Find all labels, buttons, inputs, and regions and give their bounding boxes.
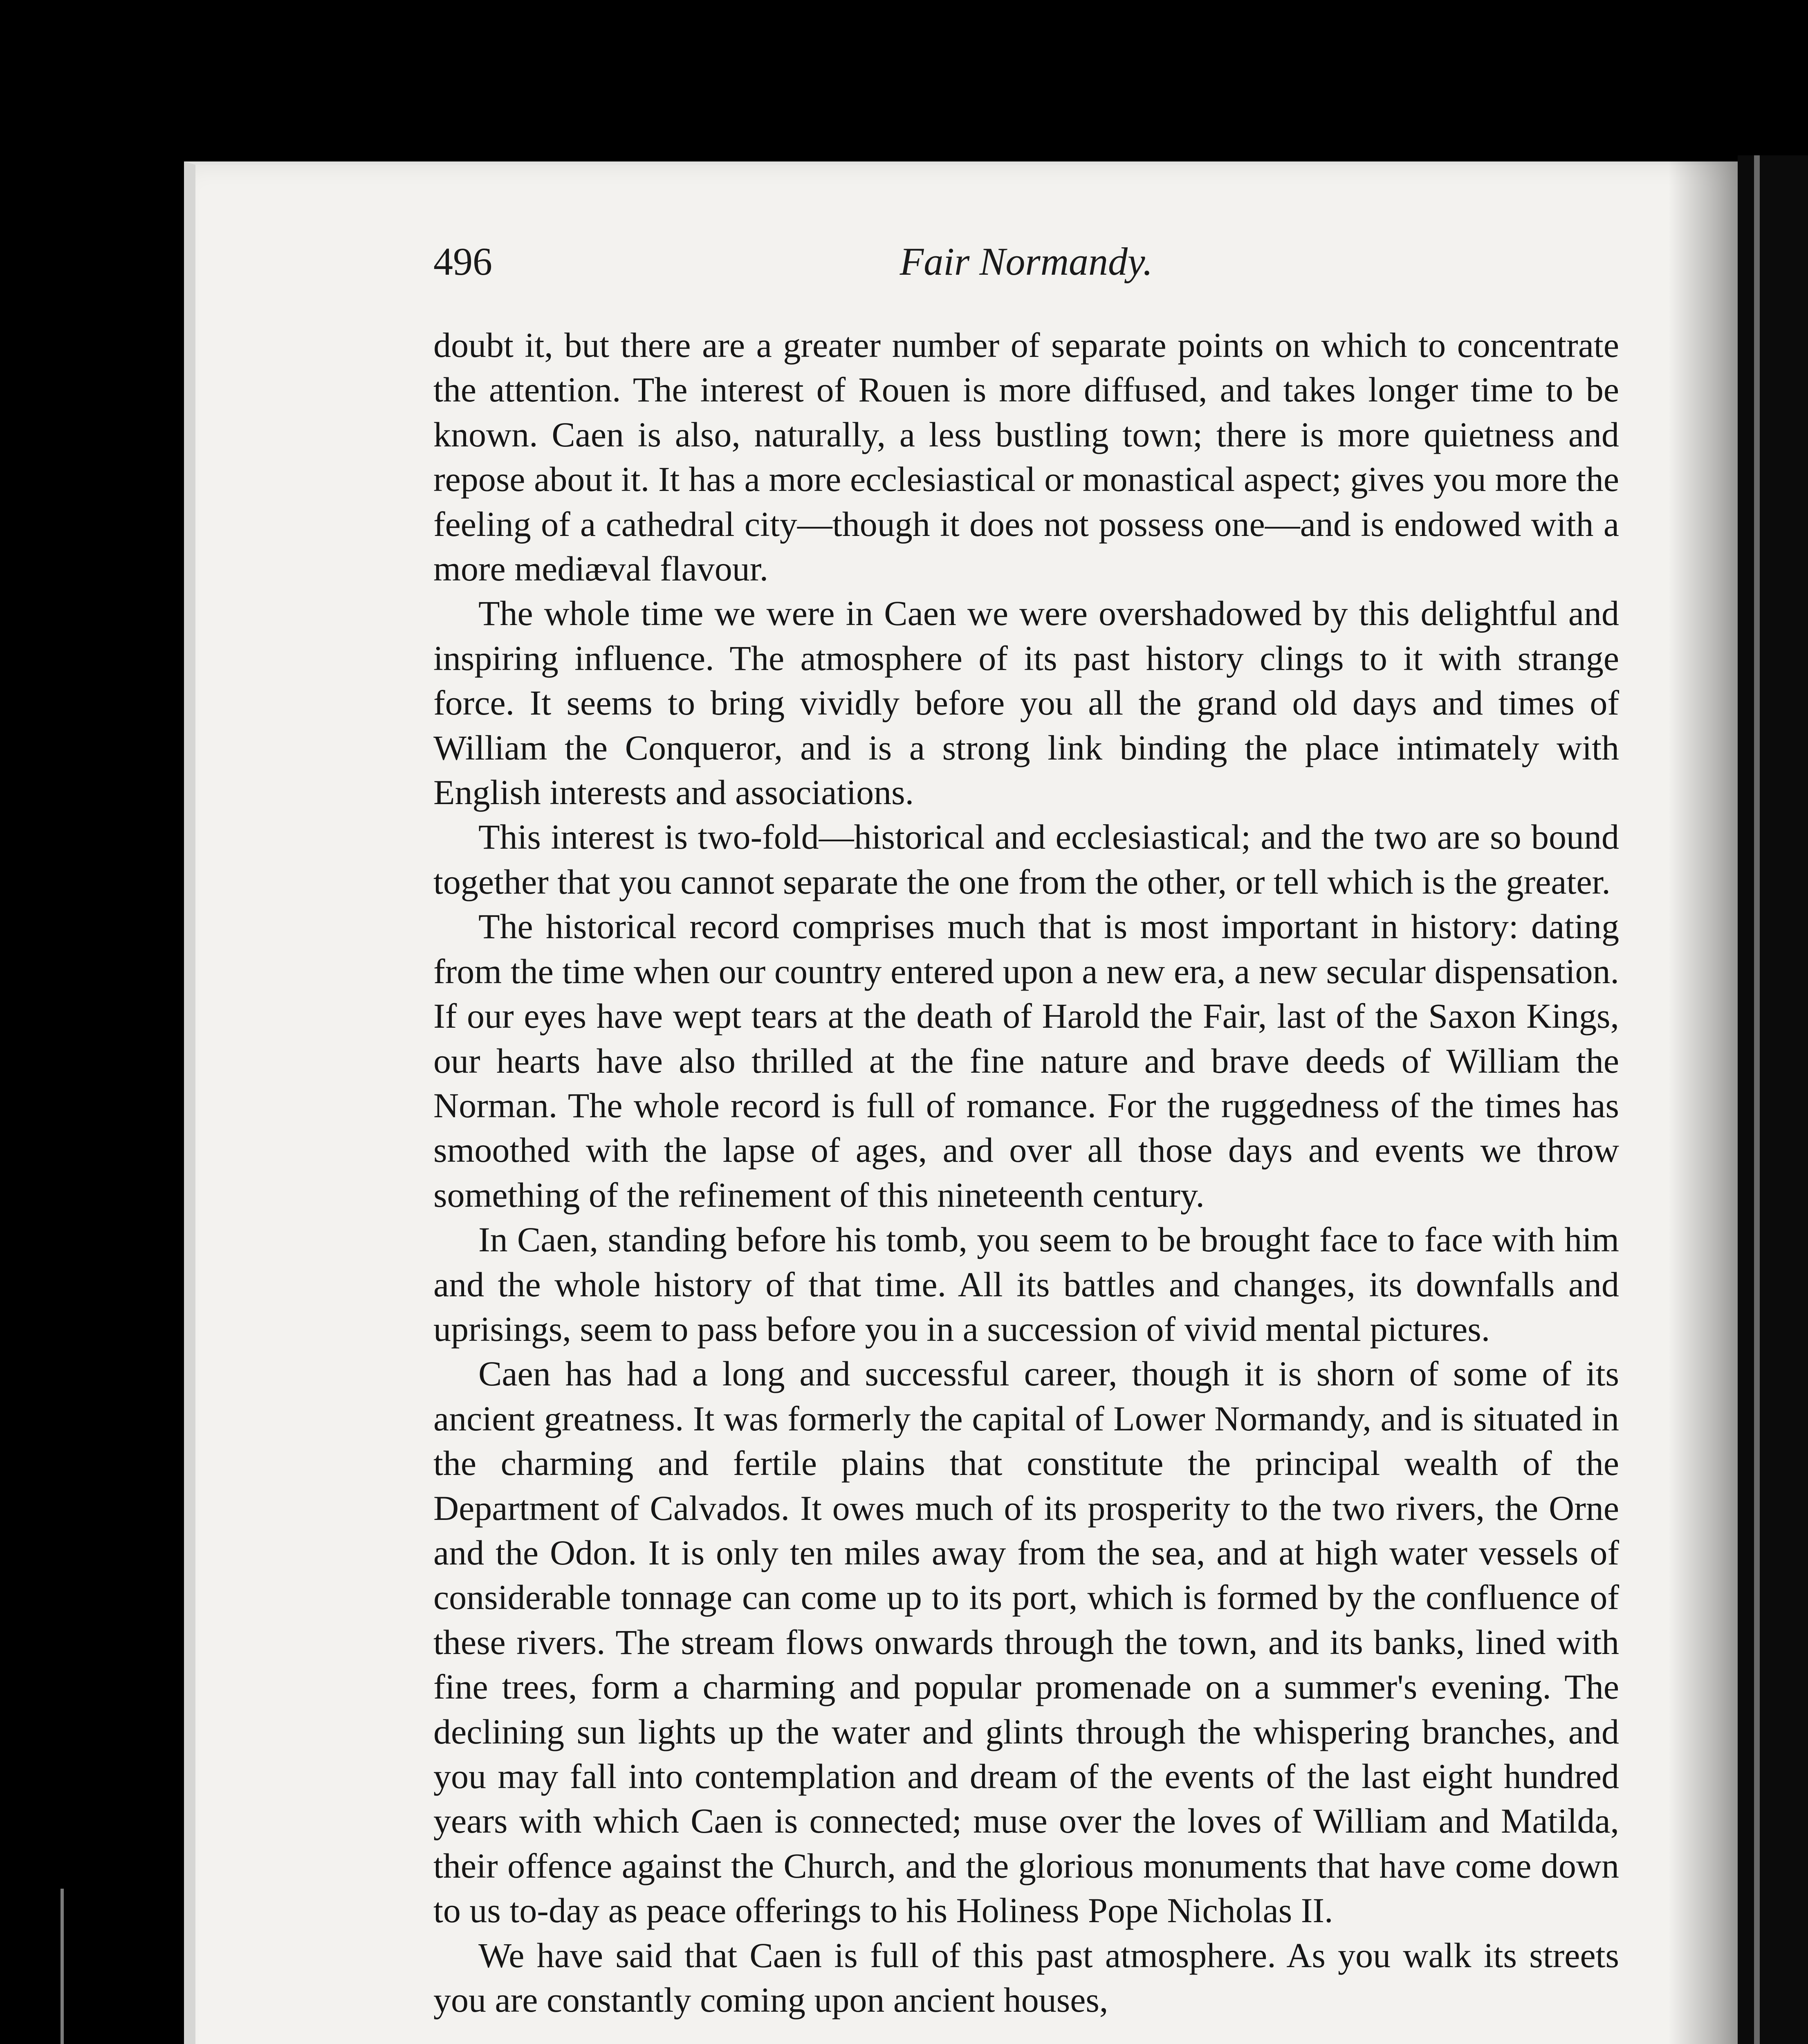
gutter-shadow [1668, 161, 1738, 2044]
paragraph: The whole time we were in Caen we were overshadowed by this delightful and inspiring influence. The atmosphere of its past history clings to it with strange force. It seems to bring vividly before you all the grand old days and times of William the Conqueror, and is a strong link binding the place intimately with English interests and associations. [433, 594, 1619, 812]
page-number: 496 [433, 240, 492, 283]
paragraph: In Caen, standing before his tomb, you seem to be brought face to face with him and the whole history of that time. All its battles and changes, its downfalls and uprisings, seem to pass before you in a succession of vivid mental pictures. [433, 1220, 1619, 1349]
running-title: Fair Normandy. [900, 240, 1153, 283]
page-header [433, 233, 1619, 290]
paragraph: Caen has had a long and successful career, though it is shorn of some of its ancient greatness. It was formerly the capital of Lower Normandy, and is situated in the charming and fertile plains that constitute the principal wealth of the Department of Calvados. It owes much of its prosperity to the two rivers, the Orne and the Odon. It is only ten miles away from the sea, and at high water vessels of considerable tonnage can come up to its port, which is formed by the confluence of these rivers. The stream flows onwards through the town, and its banks, lined with fine trees, form a charming and popular promenade on a summer's evening. The declining sun lights up the water and glints through the whispering branches, and you may fall into contemplation and dream of the events of the last eight hundred years with which Caen is connected; muse over the loves of William and Matilda, their offence against the Church, and the glorious monuments that have come down to us to-day as peace offerings to his Holiness Pope Nicholas II. [433, 1354, 1619, 1930]
scan-edge-mark [61, 1889, 64, 2044]
paragraph: The historical record comprises much that is most important in history: dating from the time when our country entered upon a new era, a new secular dispensation. If our eyes have wept tears at the death of Harold the Fair, last of the Saxon Kings, our hearts have also thrilled at the fine nature and brave deeds of William the Norman. The whole record is full of romance. For the ruggedness of the times has smoothed with the lapse of ages, and over all those days and events we throw something of the refinement of this nineteenth century. [433, 907, 1619, 1215]
body-text [433, 323, 1619, 2022]
paragraph: We have said that Caen is full of this past atmosphere. As you walk its streets you are constantly coming upon ancient houses, [433, 1935, 1619, 2020]
paragraph: doubt it, but there are a greater number of separate points on which to concentrate the attention. The interest of Rouen is more diffused, and takes longer time to be known. Caen is also, naturally, a less bustling town; there is more quietness and repose about it. It has a more ecclesiastical or monastical aspect; gives you more the feeling of a cathedral city—though it does not possess one—and is endowed with a more mediæval flavour. [433, 325, 1619, 589]
paragraph: This interest is two-fold—historical and ecclesiastical; and the two are so bound together that you cannot separate the one from the other, or tell which is the greater. [433, 817, 1619, 901]
adjacent-page-edge-line [1754, 155, 1760, 2044]
adjacent-page-edge [1738, 155, 1808, 2044]
